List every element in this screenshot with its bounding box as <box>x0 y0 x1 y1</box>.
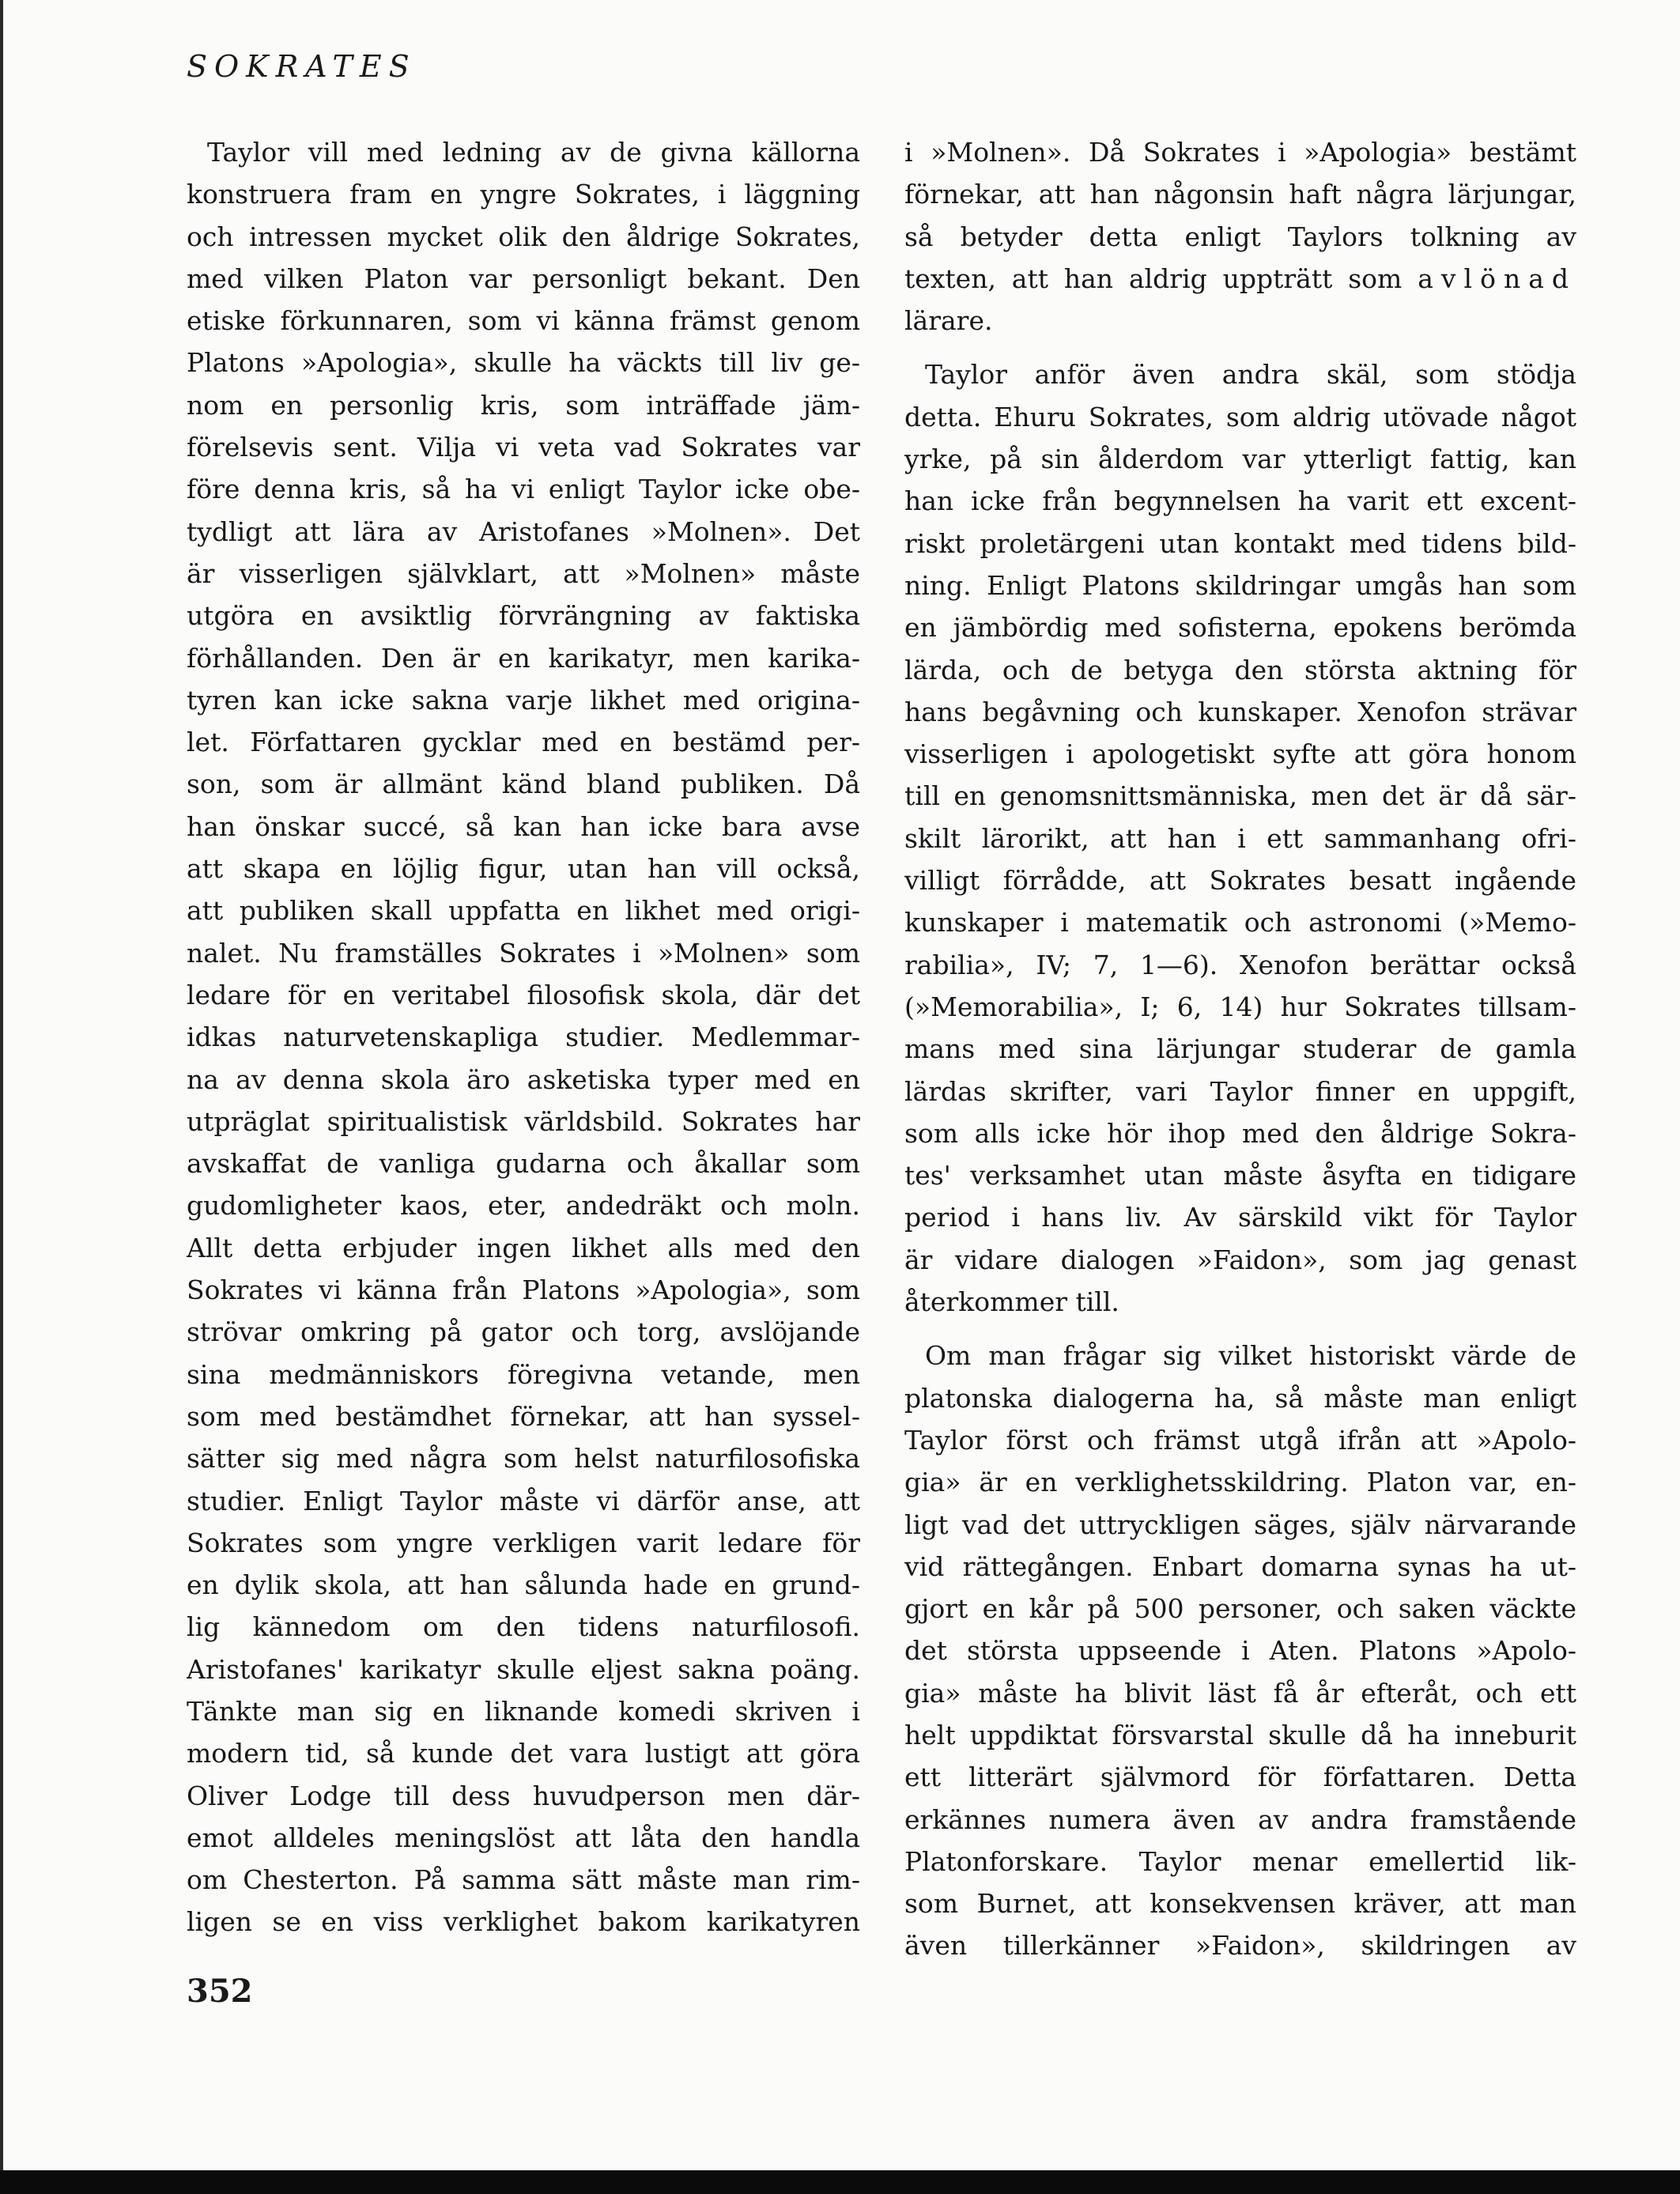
text-line: konstruera fram en yngre Sokrates, i läggning <box>187 179 860 210</box>
text-line: mans med sina lärjungar studerar de gamla <box>904 1033 1576 1065</box>
text-line: riskt proletärgeni utan kontakt med tidens bild- <box>904 527 1576 559</box>
text-line: förhållanden. Den är en karikatyr, men karika- <box>187 642 860 674</box>
text-line: gia» måste ha blivit läst få år efteråt, och ett <box>904 1677 1576 1709</box>
text-line: skilt lärorikt, att han i ett sammanhang ofri- <box>904 822 1576 854</box>
text-line: rabilia», IV; 7, 1—6). Xenofon berättar också <box>904 949 1576 980</box>
text-line: det största uppseende i Aten. Platons »Apolo- <box>904 1635 1576 1667</box>
text-line: nalet. Nu framställes Sokrates i »Molnen» som <box>187 937 860 969</box>
text-line: ning. Enligt Platons skildringar umgås han som <box>904 569 1576 601</box>
text-line: let. Författaren gycklar med en bestämd per- <box>187 727 860 758</box>
text-line: att publiken skall uppfatta en likhet med origi- <box>187 895 860 927</box>
text-line: kunskaper i matematik och astronomi (»Memo- <box>904 907 1576 938</box>
text-line: avskaffat de vanliga gudarna och åkallar som <box>187 1148 860 1180</box>
text-line: erkännes numera även av andra framstående <box>904 1803 1576 1835</box>
text-line: sätter sig med några som helst naturfilosofiska <box>187 1443 860 1475</box>
text-line: han icke från begynnelsen ha varit ett excent- <box>904 485 1576 517</box>
text-line: modern tid, så kunde det vara lustigt att göra <box>187 1738 860 1769</box>
text-line: en jämbördig med sofisterna, epokens berömda <box>904 612 1576 644</box>
text-line: som Burnet, att konsekvensen kräver, att man <box>904 1888 1576 1920</box>
right-column <box>904 131 1576 1967</box>
text-line: Taylor anför även andra skäl, som stödja <box>925 359 1576 391</box>
text-line: hans begåvning och kunskaper. Xenofon strävar <box>904 696 1576 727</box>
text-segment: texten, att han aldrig uppträtt som <box>904 262 1418 294</box>
text-line: Tänkte man sig en liknande komedi skriven i <box>187 1695 860 1727</box>
text-line: Sokrates som yngre verkligen varit ledare för <box>187 1527 860 1558</box>
text-line: ledare för en veritabel filosofisk skola, där det <box>187 979 860 1010</box>
text-line: Aristofanes' karikatyr skulle eljest sakna poäng. <box>187 1653 860 1685</box>
text-line: nom en personlig kris, som inträffade jäm- <box>187 389 860 421</box>
text-line: etiske förkunnaren, som vi känna främst genom <box>187 305 860 337</box>
text-line: med vilken Platon var personligt bekant. Den <box>187 262 860 294</box>
text-line: ligt vad det uttryckligen säges, själv närvarande <box>904 1509 1576 1540</box>
scan-edge-left <box>0 0 3 2170</box>
text-line: Platons »Apologia», skulle ha väckts till liv ge- <box>187 347 860 379</box>
text-line: som med bestämdhet förnekar, att han syssel- <box>187 1400 860 1432</box>
text-line: lärda, och de betyga den största aktning för <box>904 654 1576 685</box>
running-head: SOKRATES <box>187 49 417 84</box>
text-line: visserligen i apologetiskt syfte att göra honom <box>904 738 1576 770</box>
text-line: tyren kan icke sakna varje likhet med origina- <box>187 684 860 716</box>
scan-edge-bottom <box>0 2170 1680 2194</box>
text-line: studier. Enligt Taylor måste vi därför anse, att <box>187 1485 860 1516</box>
text-line: i »Molnen». Då Sokrates i »Apologia» bestämt <box>904 137 1576 168</box>
text-line: period i hans liv. Av särskild vikt för Taylor <box>904 1202 1576 1233</box>
text-line: förnekar, att han någonsin haft några lärjungar, <box>904 179 1576 210</box>
text-line: även tillerkänner »Faidon», skildringen av <box>904 1930 1576 1962</box>
text-line: utpräglat spiritualistisk världsbild. Sokrates har <box>187 1105 860 1137</box>
text-line: så betyder detta enligt Taylors tolkning av <box>904 221 1576 252</box>
text-line: Taylor vill med ledning av de givna källorna <box>207 137 860 168</box>
text-line <box>904 258 1576 300</box>
text-line: till en genomsnittsmänniska, men det är då sär- <box>904 780 1576 812</box>
text-line: Platonforskare. Taylor menar emellertid lik- <box>904 1845 1576 1877</box>
text-line: detta. Ehuru Sokrates, som aldrig utövade något <box>904 401 1576 432</box>
text-line: förelsevis sent. Vilja vi veta vad Sokrates var <box>187 432 860 463</box>
text-line: emot alldeles meningslöst att låta den handla <box>187 1822 860 1853</box>
text-line: att skapa en löjlig figur, utan han vill också, <box>187 853 860 885</box>
text-line: som alls icke hör ihop med den åldrige Sokra- <box>904 1117 1576 1149</box>
text-line: helt uppdiktat försvarstal skulle då ha inneburit <box>904 1719 1576 1750</box>
text-line: ligen se en viss verklighet bakom karikatyren <box>187 1906 860 1938</box>
text-line: är visserligen självklart, att »Molnen» måste <box>187 557 860 589</box>
text-line: villigt förrådde, att Sokrates besatt ingående <box>904 865 1576 897</box>
text-line: tes' verksamhet utan måste åsyfta en tidigare <box>904 1160 1576 1191</box>
text-line: Om man frågar sig vilket historiskt värde de <box>925 1340 1576 1372</box>
text-line: platonska dialogerna ha, så måste man enligt <box>904 1382 1576 1414</box>
text-line: återkommer till. <box>904 1286 1119 1318</box>
text-line: om Chesterton. På samma sätt måste man rim- <box>187 1864 860 1896</box>
text-line: na av denna skola äro asketiska typer med en <box>187 1063 860 1095</box>
text-line: ett litterärt självmord för författaren. Detta <box>904 1762 1576 1793</box>
text-line: före denna kris, så ha vi enligt Taylor icke obe- <box>187 474 860 505</box>
text-line: lärdas skrifter, vari Taylor finner en uppgift, <box>904 1075 1576 1107</box>
text-line: yrke, på sin ålderdom var ytterligt fattig, kan <box>904 444 1576 475</box>
text-line: Sokrates vi känna från Platons »Apologia», som <box>187 1274 860 1306</box>
text-line: en dylik skola, att han sålunda hade en grund- <box>187 1569 860 1601</box>
text-line: lig kännedom om den tidens naturfilosofi. <box>187 1611 860 1643</box>
text-line: han önskar succé, så kan han icke bara avse <box>187 810 860 842</box>
text-line: och intressen mycket olik den åldrige Sokrates, <box>187 221 860 252</box>
text-line: tydligt att lära av Aristofanes »Molnen». Det <box>187 515 860 547</box>
text-line: gjort en kår på 500 personer, och saken väckte <box>904 1593 1576 1625</box>
text-line: sina medmänniskors föregivna vetande, men <box>187 1358 860 1390</box>
text-line: Allt detta erbjuder ingen likhet alls med den <box>187 1232 860 1263</box>
text-line: gudomligheter kaos, eter, andedräkt och moln. <box>187 1190 860 1222</box>
page-number: 352 <box>187 1973 253 2010</box>
text-line: Taylor först och främst utgå ifrån att »Apolo- <box>904 1424 1576 1456</box>
text-line: strövar omkring på gator och torg, avslöjande <box>187 1316 860 1348</box>
left-column <box>187 131 860 1943</box>
text-line: utgöra en avsiktlig förvrängning av faktiska <box>187 600 860 632</box>
text-line: vid rättegången. Enbart domarna synas ha ut- <box>904 1550 1576 1582</box>
text-line: lärare. <box>904 305 993 337</box>
text-line: Oliver Lodge till dess huvudperson men där- <box>187 1780 860 1811</box>
text-line: gia» är en verklighetsskildring. Platon var, en- <box>904 1467 1576 1498</box>
text-line: (»Memorabilia», I; 6, 14) hur Sokrates tillsam- <box>904 991 1576 1022</box>
text-line: son, som är allmänt känd bland publiken. Då <box>187 768 860 800</box>
emphasized-word: avlönad <box>1418 262 1576 294</box>
text-line: är vidare dialogen »Faidon», som jag genast <box>904 1244 1576 1275</box>
text-line: idkas naturvetenskapliga studier. Medlemmar- <box>187 1021 860 1053</box>
